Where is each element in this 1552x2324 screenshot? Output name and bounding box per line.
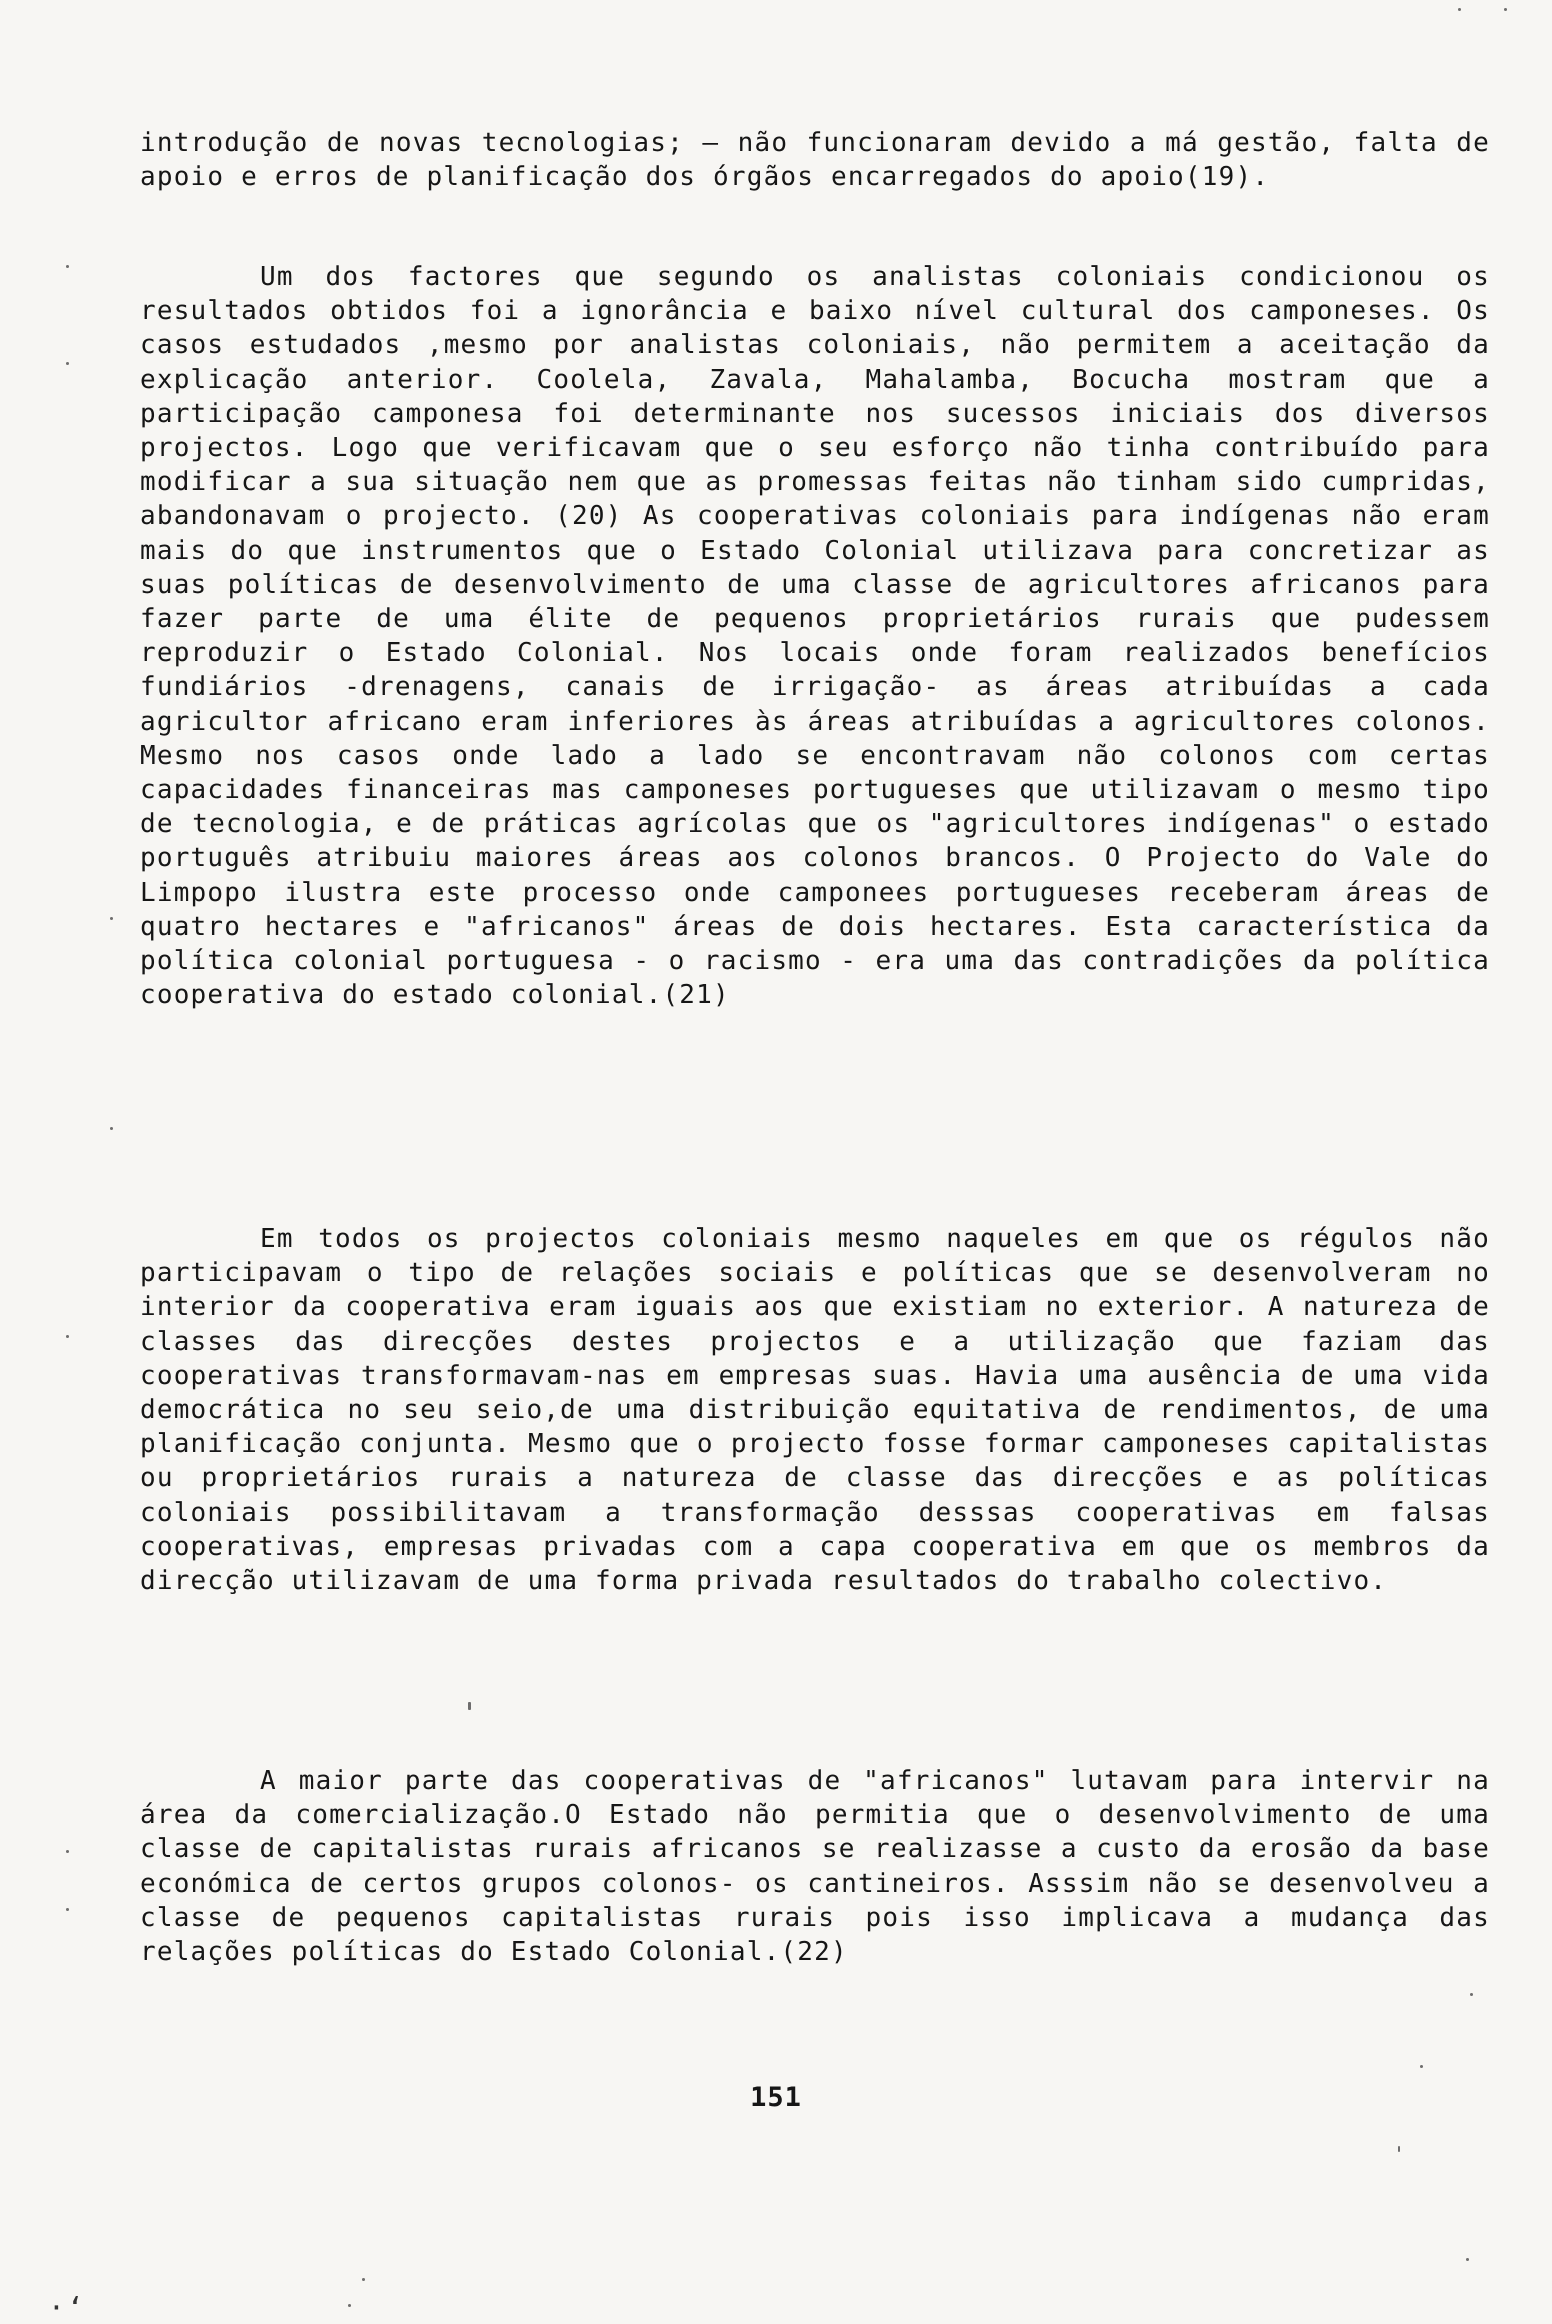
paragraph-4-text: A maior parte das cooperativas de "africanos" lutavam para intervir na área da comercialização.O Estado não permitia que o desenvolvimento de uma classe de capitalistas rurais africanos se realizasse a custo da erosão da base económica de certos grupos colonos- os cantineiros. Asssim não se desenvolveu a classe de pequenos capitalistas rurais pois isso implicava a mudança das relações políticas do Estado Colonial.(22) (140, 1766, 1490, 1968)
scan-speck (110, 1127, 113, 1130)
scan-speck (1398, 2146, 1400, 2152)
scan-speck (348, 2304, 351, 2307)
scan-speck (1470, 1993, 1473, 1996)
paragraph-3-text: Em todos os projectos coloniais mesmo naqueles em que os régulos não participavam o tipo de relações sociais e políticas que se desenvolveram no interior da cooperativa eram iguais aos que existiam no exterior. A natureza de classes das direcções destes projectos e a utilização que faziam das cooperativas transformavam-nas em empresas suas. Havia uma ausência de uma vida democrática no seu seio,de uma distribuição equitativa de rendimentos, de uma planificação conjunta. Mesmo que o projecto fosse formar camponeses capitalistas ou proprietários rurais a natureza de classe das direcções e as políticas coloniais possibilitavam a transformação desssas cooperativas em falsas cooperativas, empresas privadas com a capa cooperativa em que os membros da direcção utilizavam de uma forma privada resultados do trabalho colectivo. (140, 1224, 1490, 1597)
scan-speck (66, 265, 69, 268)
scan-speck (110, 917, 113, 920)
paragraph-analysts (140, 260, 1490, 1012)
paragraph-1-text: introdução de novas tecnologias; — não funcionaram devido a má gestão, falta de apoio e erros de planificação dos órgãos encarregados do apoio(19). (140, 128, 1490, 193)
paragraph-2-text: Um dos factores que segundo os analistas coloniais condicionou os resultados obtidos foi a ignorância e baixo nível cultural dos camponeses. Os casos estudados ,mesmo por analistas coloniais, não permitem a aceitação da explicação anterior. Coolela, Zavala, Mahalamba, Bocucha mostram que a participação camponesa foi determinante nos sucessos iniciais dos diversos projectos. Logo que verificavam que o seu esforço não tinha contribuído para modificar a sua situação nem que as promessas feitas não tinham sido cumpridas, abandonavam o projecto. (20) As cooperativas coloniais para indígenas não eram mais do que instrumentos que o Estado Colonial utilizava para concretizar as suas políticas de desenvolvimento de uma classe de agricultores africanos para fazer parte de uma élite de pequenos proprietários rurais que pudessem reproduzir o Estado Colonial. Nos locais onde foram realizados benefícios fundiários -drenagens, canais de irrigação- as áreas atribuídas a cada agricultor africano eram inferiores às áreas atribuídas a agricultores colonos. Mesmo nos casos onde lado a lado se encontravam não colonos com certas capacidades financeiras mas camponeses portugueses que utilizavam o mesmo tipo de tecnologia, e de práticas agrícolas que os "agricultores indígenas" o estado português atribuiu maiores áreas aos colonos brancos. O Projecto do Vale do Limpopo ilustra este processo onde camponees portugueses receberam áreas de quatro hectares e "africanos" áreas de dois hectares. Esta característica da política colonial portuguesa - o racismo - era uma das contradições da política cooperativa do estado colonial.(21) (140, 262, 1490, 1011)
scan-speck (1466, 2258, 1469, 2261)
scan-edge-mark: ·‘ (48, 2291, 86, 2324)
scan-speck (1504, 8, 1507, 11)
scan-speck (1458, 8, 1461, 11)
paragraph-cooperatives (140, 1764, 1490, 1969)
scan-speck (468, 1702, 471, 1710)
scan-speck (66, 1908, 69, 1911)
scan-speck (1420, 2065, 1423, 2068)
scan-speck (362, 2278, 365, 2281)
paragraph-colonial-projects (140, 1222, 1490, 1598)
paragraph-intro (140, 126, 1490, 194)
scan-speck (66, 1850, 69, 1853)
scan-speck (66, 362, 69, 365)
page-number: 151 (750, 2082, 802, 2113)
scan-speck (66, 1335, 69, 1338)
